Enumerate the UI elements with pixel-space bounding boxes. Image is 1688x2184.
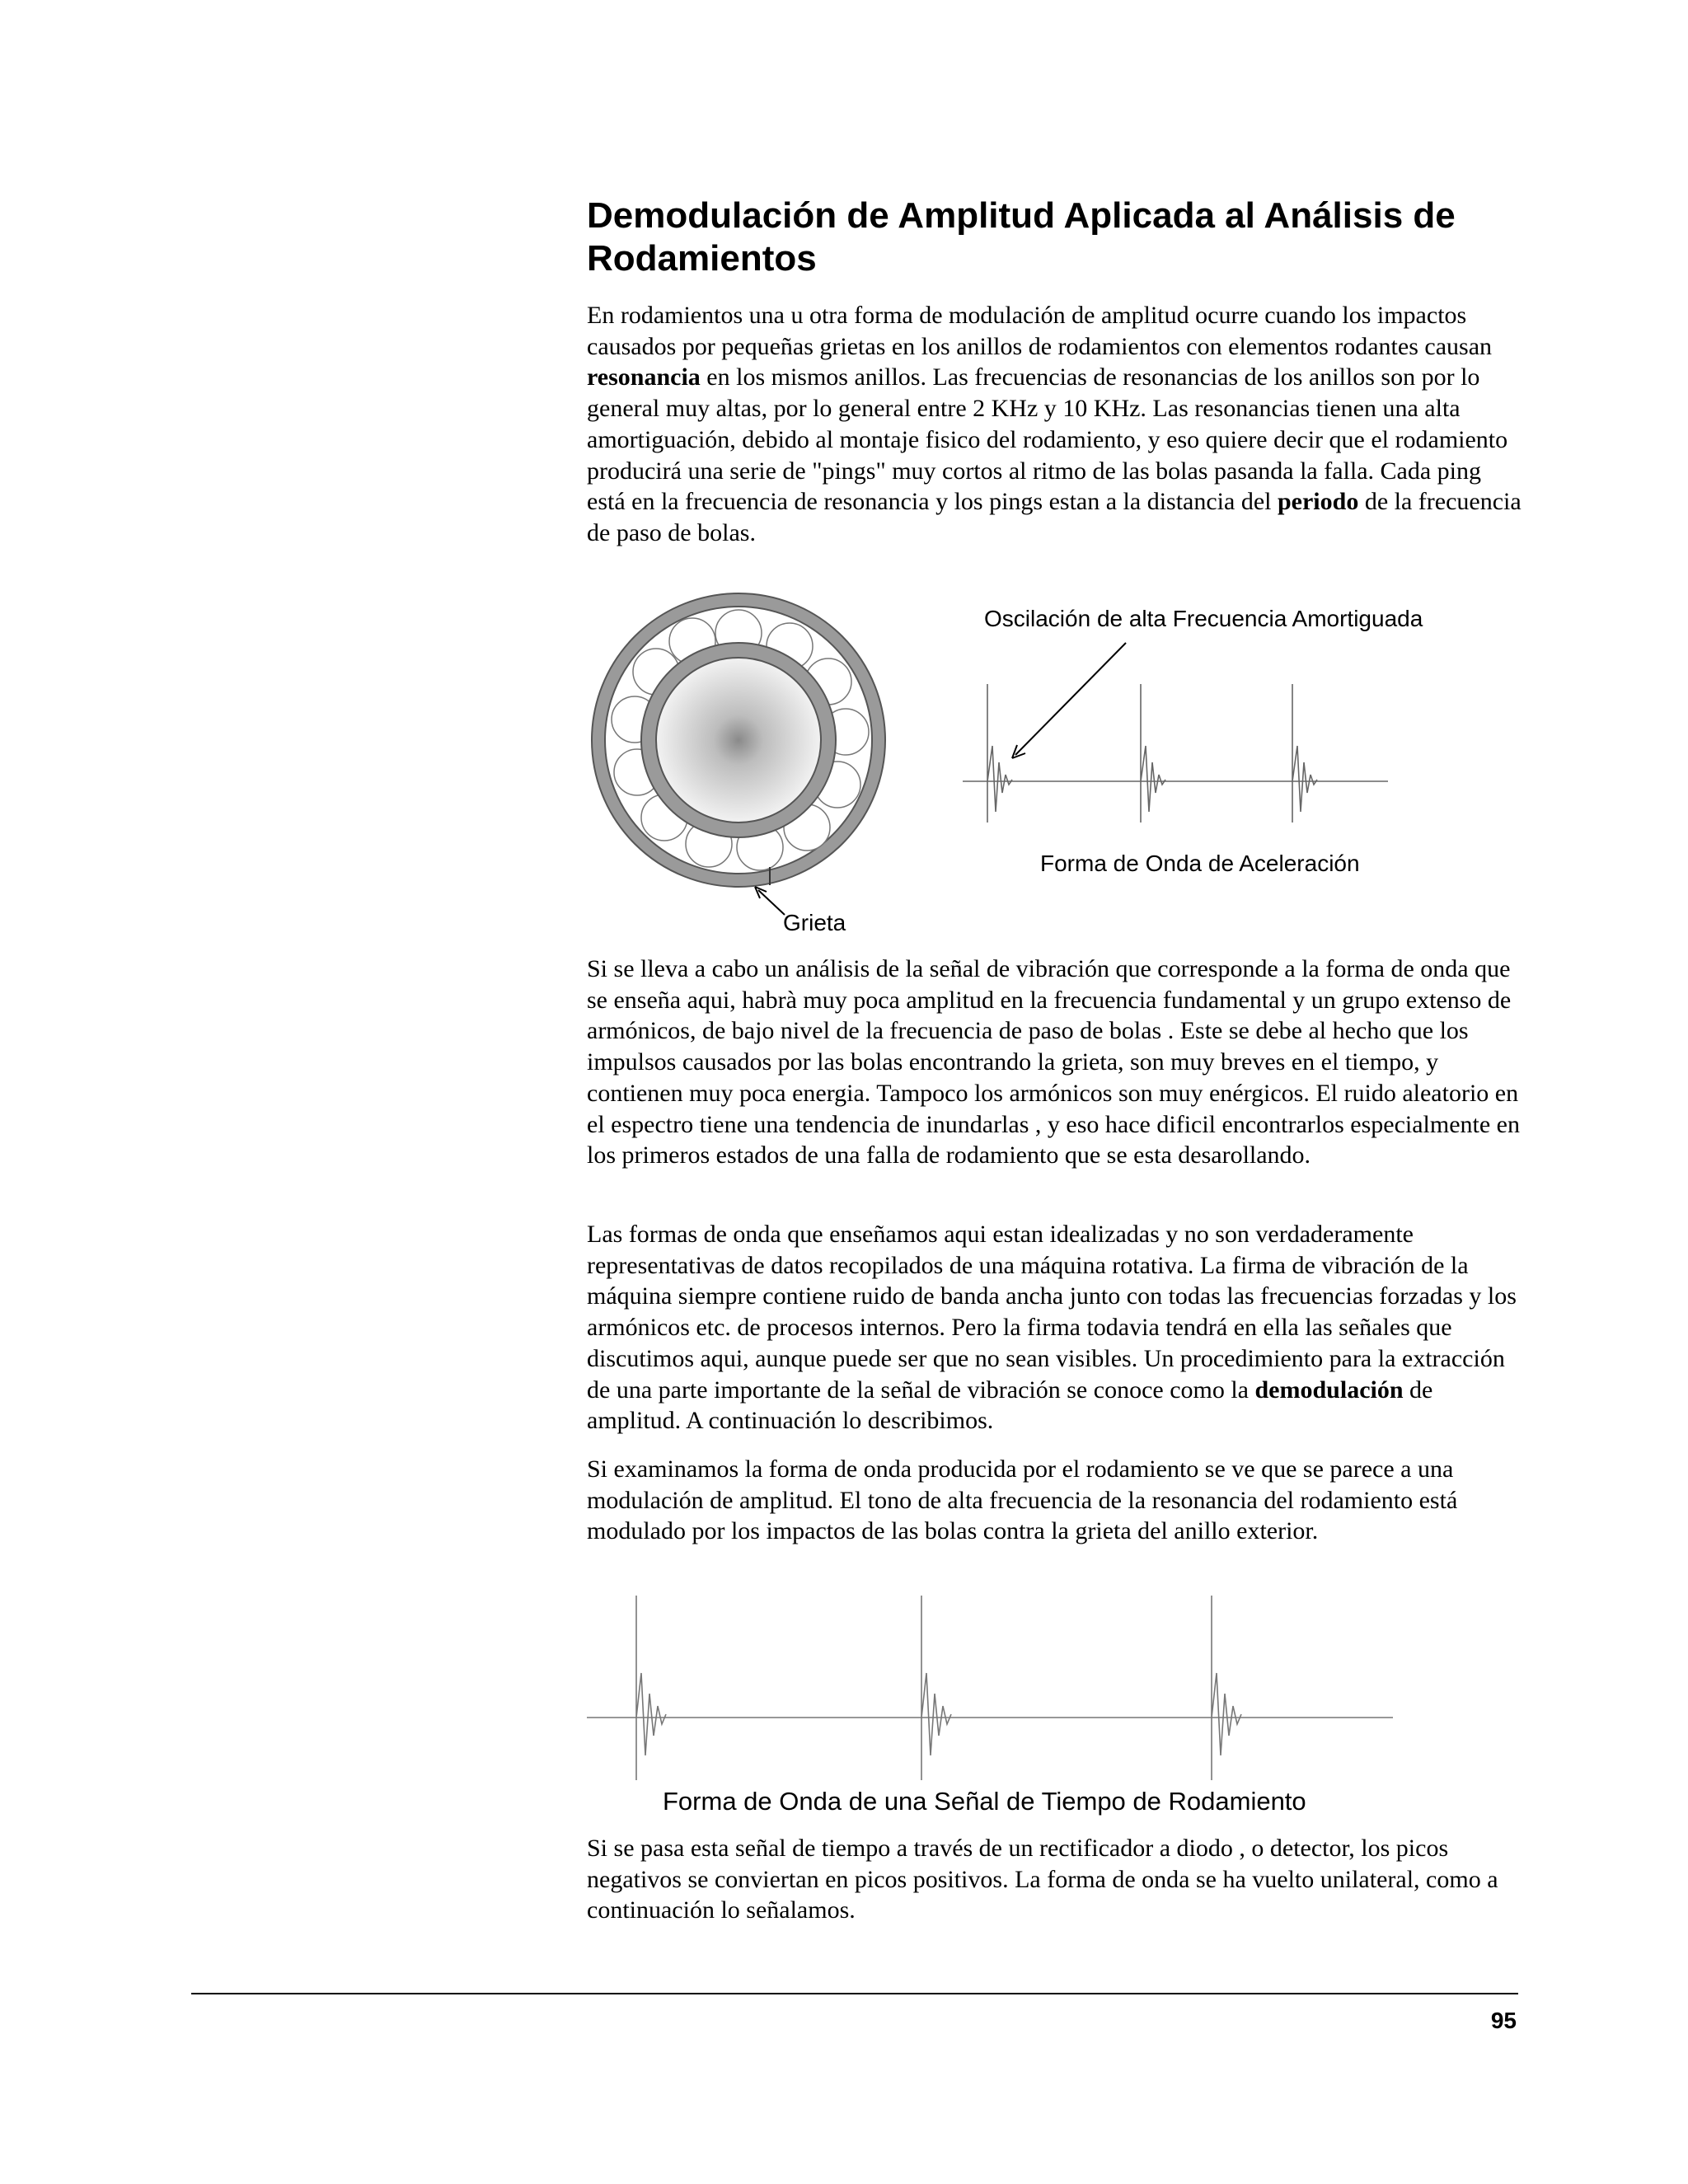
text-run: de amplitud. A continuación lo describimos. <box>587 1376 1433 1435</box>
bold-term-periodo: periodo <box>1277 488 1359 516</box>
text-run: en los mismos anillos. Las frecuencias de resonancias de los anillos son por lo general muy altas, por lo general entre 2 KHz y 10 KHz. Las resonancias tienen una alta amortiguación, debido al montaje fisico del rodamiento, y eso quiere decir que el rodamiento producirá una serie de "pings" muy cortos al ritmo de las bolas pasanda la falla. Cada ping está en la frecuencia de resonancia y los pings estan a la distancia del <box>587 363 1508 516</box>
label-acceleration-waveform: Forma de Onda de Aceleración <box>1040 851 1360 876</box>
bold-term-resonancia: resonancia <box>587 363 701 391</box>
bold-term-demodulacion: demodulación <box>1254 1376 1404 1404</box>
caption-time-signal: Forma de Onda de una Señal de Tiempo de Rodamiento <box>663 1787 1306 1816</box>
page-number: 95 <box>1490 2008 1517 2033</box>
footer-rule <box>191 1993 1518 1994</box>
text-run: Las formas de onda que enseñamos aqui estan idealizadas y no son verdaderamente representativas de datos recopilados de una máquina rotativa. La firma de vibración de la máquina siempre contiene ruido de banda ancha junto con todas las frecuencias forzadas y los armónicos etc. de procesos internos. Pero la firma todavia tendrá en ella las señales que discutimos aqui, aunque puede ser que no sean visibles. Un procedimiento para la extracción de una parte importante de la señal de vibración se conoce como la <box>587 1221 1517 1404</box>
paragraph-rectifier: Si se pasa esta señal de tiempo a través de un rectificador a diodo , o detector, los picos negativos se conviertan en picos positivos. La forma de onda se ha vuelto unilateral, como a continuación lo señalamos. <box>587 1835 1498 1924</box>
page-title: Demodulación de Amplitud Aplicada al Análisis de Rodamientos <box>587 195 1456 279</box>
label-crack: Grieta <box>783 910 846 935</box>
time-signal-waveform <box>587 1596 1393 1780</box>
paragraph-examination: Si examinamos la forma de onda producida por el rodamiento se ve que se parece a una modulación de amplitud. El tono de alta frecuencia de la resonancia del rodamiento está modulado por los impactos de las bolas contra la grieta del anillo exterior. <box>587 1455 1458 1545</box>
label-damped-oscillation: Oscilación de alta Frecuencia Amortiguada <box>984 606 1423 631</box>
text-run: de la frecuencia de paso de bolas. <box>587 488 1522 546</box>
text-run: En rodamientos una u otra forma de modulación de amplitud ocurre cuando los impactos causados por pequeñas grietas en los anillos de rodamientos con elementos rodantes causan <box>587 302 1493 360</box>
paragraph-analysis: Si se lleva a cabo un análisis de la señal de vibración que corresponde a la forma de onda que se enseña aqui, habrà muy poca amplitud en la frecuencia fundamental y un grupo extenso de armónicos, de bajo nivel de la frecuencia de paso de bolas . Este se debe al hecho que los impulsos causados por las bolas encontrando la grieta, son muy breves en el tiempo, y contienen muy poca energia. Tampoco los armónicos son muy enérgicos. El ruido aleatorio en el espectro tiene una tendencia de inundarlas , y eso hace dificil encontrarlos especialmente en los primeros estados de una falla de rodamiento que se esta desarollando. <box>587 955 1521 1169</box>
